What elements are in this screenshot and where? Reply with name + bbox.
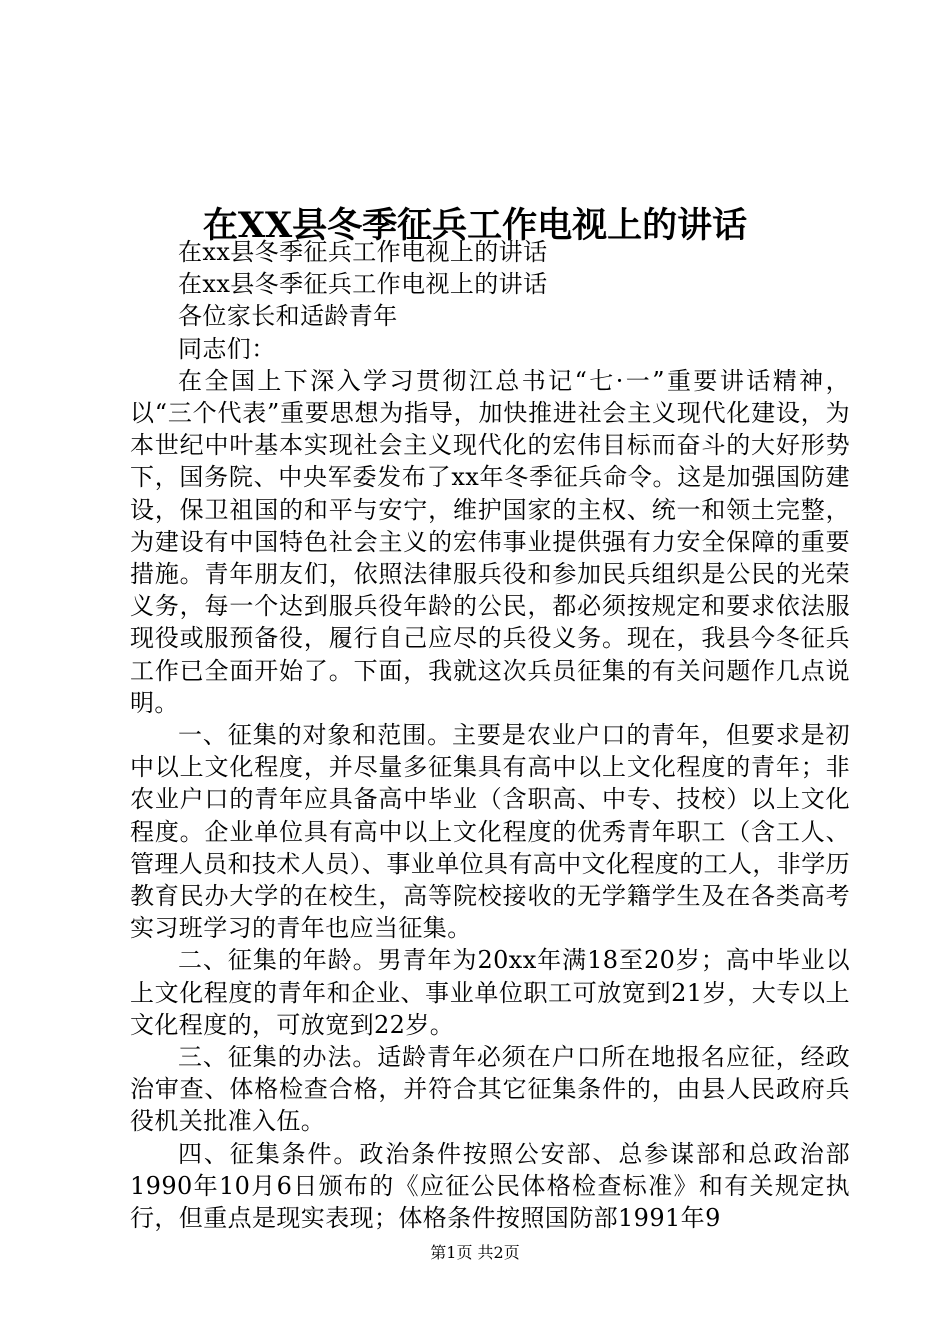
body-paragraph: 三、征集的办法。适龄青年必须在户口所在地报名应征，经政治审查、体格检查合格，并符合其它征集条件的，由县人民政府兵役机关批准入伍。 [130, 1043, 850, 1136]
body-paragraph: 一、征集的对象和范围。主要是农业户口的青年，但要求是初中以上文化程度，并尽量多征集具有高中以上文化程度的青年；非农业户口的青年应具备高中毕业（含职高、中专、技校）以上文化程度。企业单位具有高中以上文化程度的优秀青年职工（含工人、管理人员和技术人员）、事业单位具有高中文化程度的工人，非学历教育民办大学的在校生，高等院校接收的无学籍学生及在各类高考实习班学习的青年也应当征集。 [130, 721, 850, 943]
body-paragraph: 二、征集的年龄。男青年为20xx年满18至20岁；高中毕业以上文化程度的青年和企业、事业单位职工可放宽到21岁，大专以上文化程度的，可放宽到22岁。 [130, 946, 850, 1039]
salutation-line: 同志们： [178, 334, 276, 363]
subtitle-line: 在xx县冬季征兵工作电视上的讲话 [178, 238, 548, 266]
body-paragraph: 四、征集条件。政治条件按照公安部、总参谋部和总政治部1990年10月6日颁布的《应征公民体格检查标准》和有关规定执行，但重点是现实表现；体格条件按照国防部1991年9 [130, 1139, 850, 1233]
subtitle-line: 在xx县冬季征兵工作电视上的讲话 [178, 270, 548, 299]
document-body [130, 236, 850, 1234]
document-title: 在XX县冬季征兵工作电视上的讲话 [202, 205, 748, 247]
body-paragraph: 在全国上下深入学习贯彻江总书记“七·一”重要讲话精神，以“三个代表”重要思想为指导，加快推进社会主义现代化建设，为本世纪中叶基本实现社会主义现代化的宏伟目标而奋斗的大好形势下，国务院、中央军委发布了xx年冬季征兵命令。这是加强国防建设，保卫祖国的和平与安宁，维护国家的主权、统一和领土完整，为建设有中国特色社会主义的宏伟事业提供强有力安全保障的重要措施。青年朋友们，依照法律服兵役和参加民兵组织是公民的光荣义务，每一个达到服兵役年龄的公民，都必须按规定和要求依法服现役或服预备役，履行自己应尽的兵役义务。现在，我县今冬征兵工作已全面开始了。下面，我就这次兵员征集的有关问题作几点说明。 [130, 366, 850, 717]
page-number-footer: 第1页 共2页 [430, 1243, 520, 1262]
salutation-line: 各位家长和适龄青年 [178, 302, 398, 331]
